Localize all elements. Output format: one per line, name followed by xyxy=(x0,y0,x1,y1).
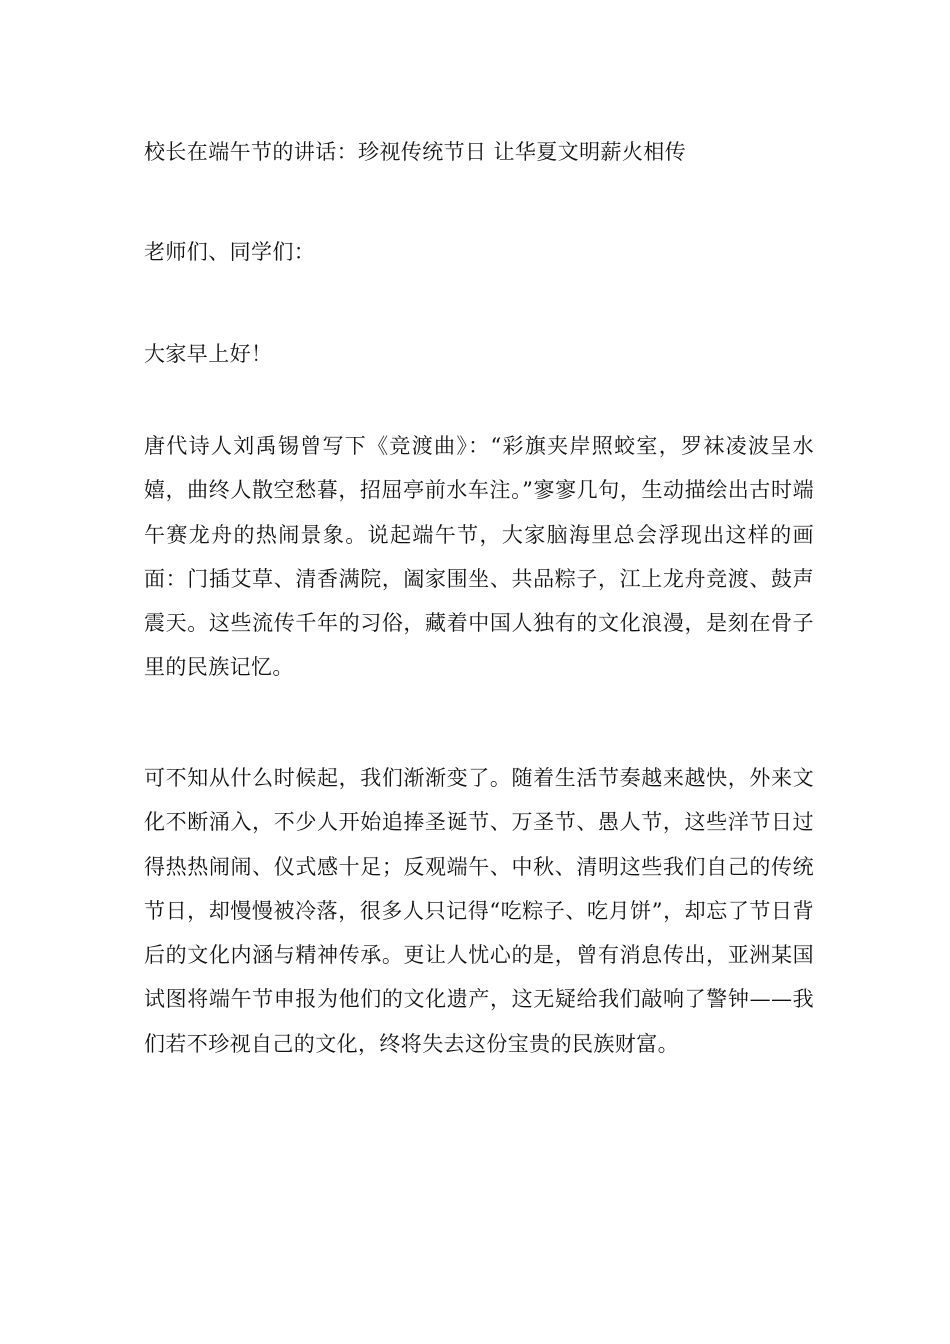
greeting: 大家早上好！ xyxy=(144,342,273,366)
document-title: 校长在端午节的讲话：珍视传统节日 让华夏文明薪火相传 xyxy=(144,140,687,164)
paragraph-1: 唐代诗人刘禹锡曾写下《竞渡曲》：“彩旗夹岸照蛟室，罗袜凌波呈水嬉，曲终人散空愁暮，招屈亭前水车注。”寥寥几句，生动描绘出古时端午赛龙舟的热闹景象。说起端午节，大家脑海里总会浮现出这样的画面：门插艾草、清香满院，阖家围坐、共品粽子，江上龙舟竞渡、鼓声震天。这些流传千年的习俗，藏着中国人独有的文化浪漫，是刻在骨子里的民族记忆。 xyxy=(144,434,814,680)
salutation: 老师们、同学们： xyxy=(144,240,316,264)
paragraph-2: 可不知从什么时候起，我们渐渐变了。随着生活节奏越来越快，外来文化不断涌入，不少人开始追捧圣诞节、万圣节、愚人节，这些洋节日过得热热闹闹、仪式感十足；反观端午、中秋、清明这些我们自己的传统节日，却慢慢被冷落，很多人只记得“吃粽子、吃月饼”，却忘了节日背后的文化内涵与精神传承。更让人忧心的是，曾有消息传出，亚洲某国试图将端午节申报为他们的文化遗产，这无疑给我们敲响了警钟——我们若不珍视自己的文化，终将失去这份宝贵的民族财富。 xyxy=(144,766,814,1056)
